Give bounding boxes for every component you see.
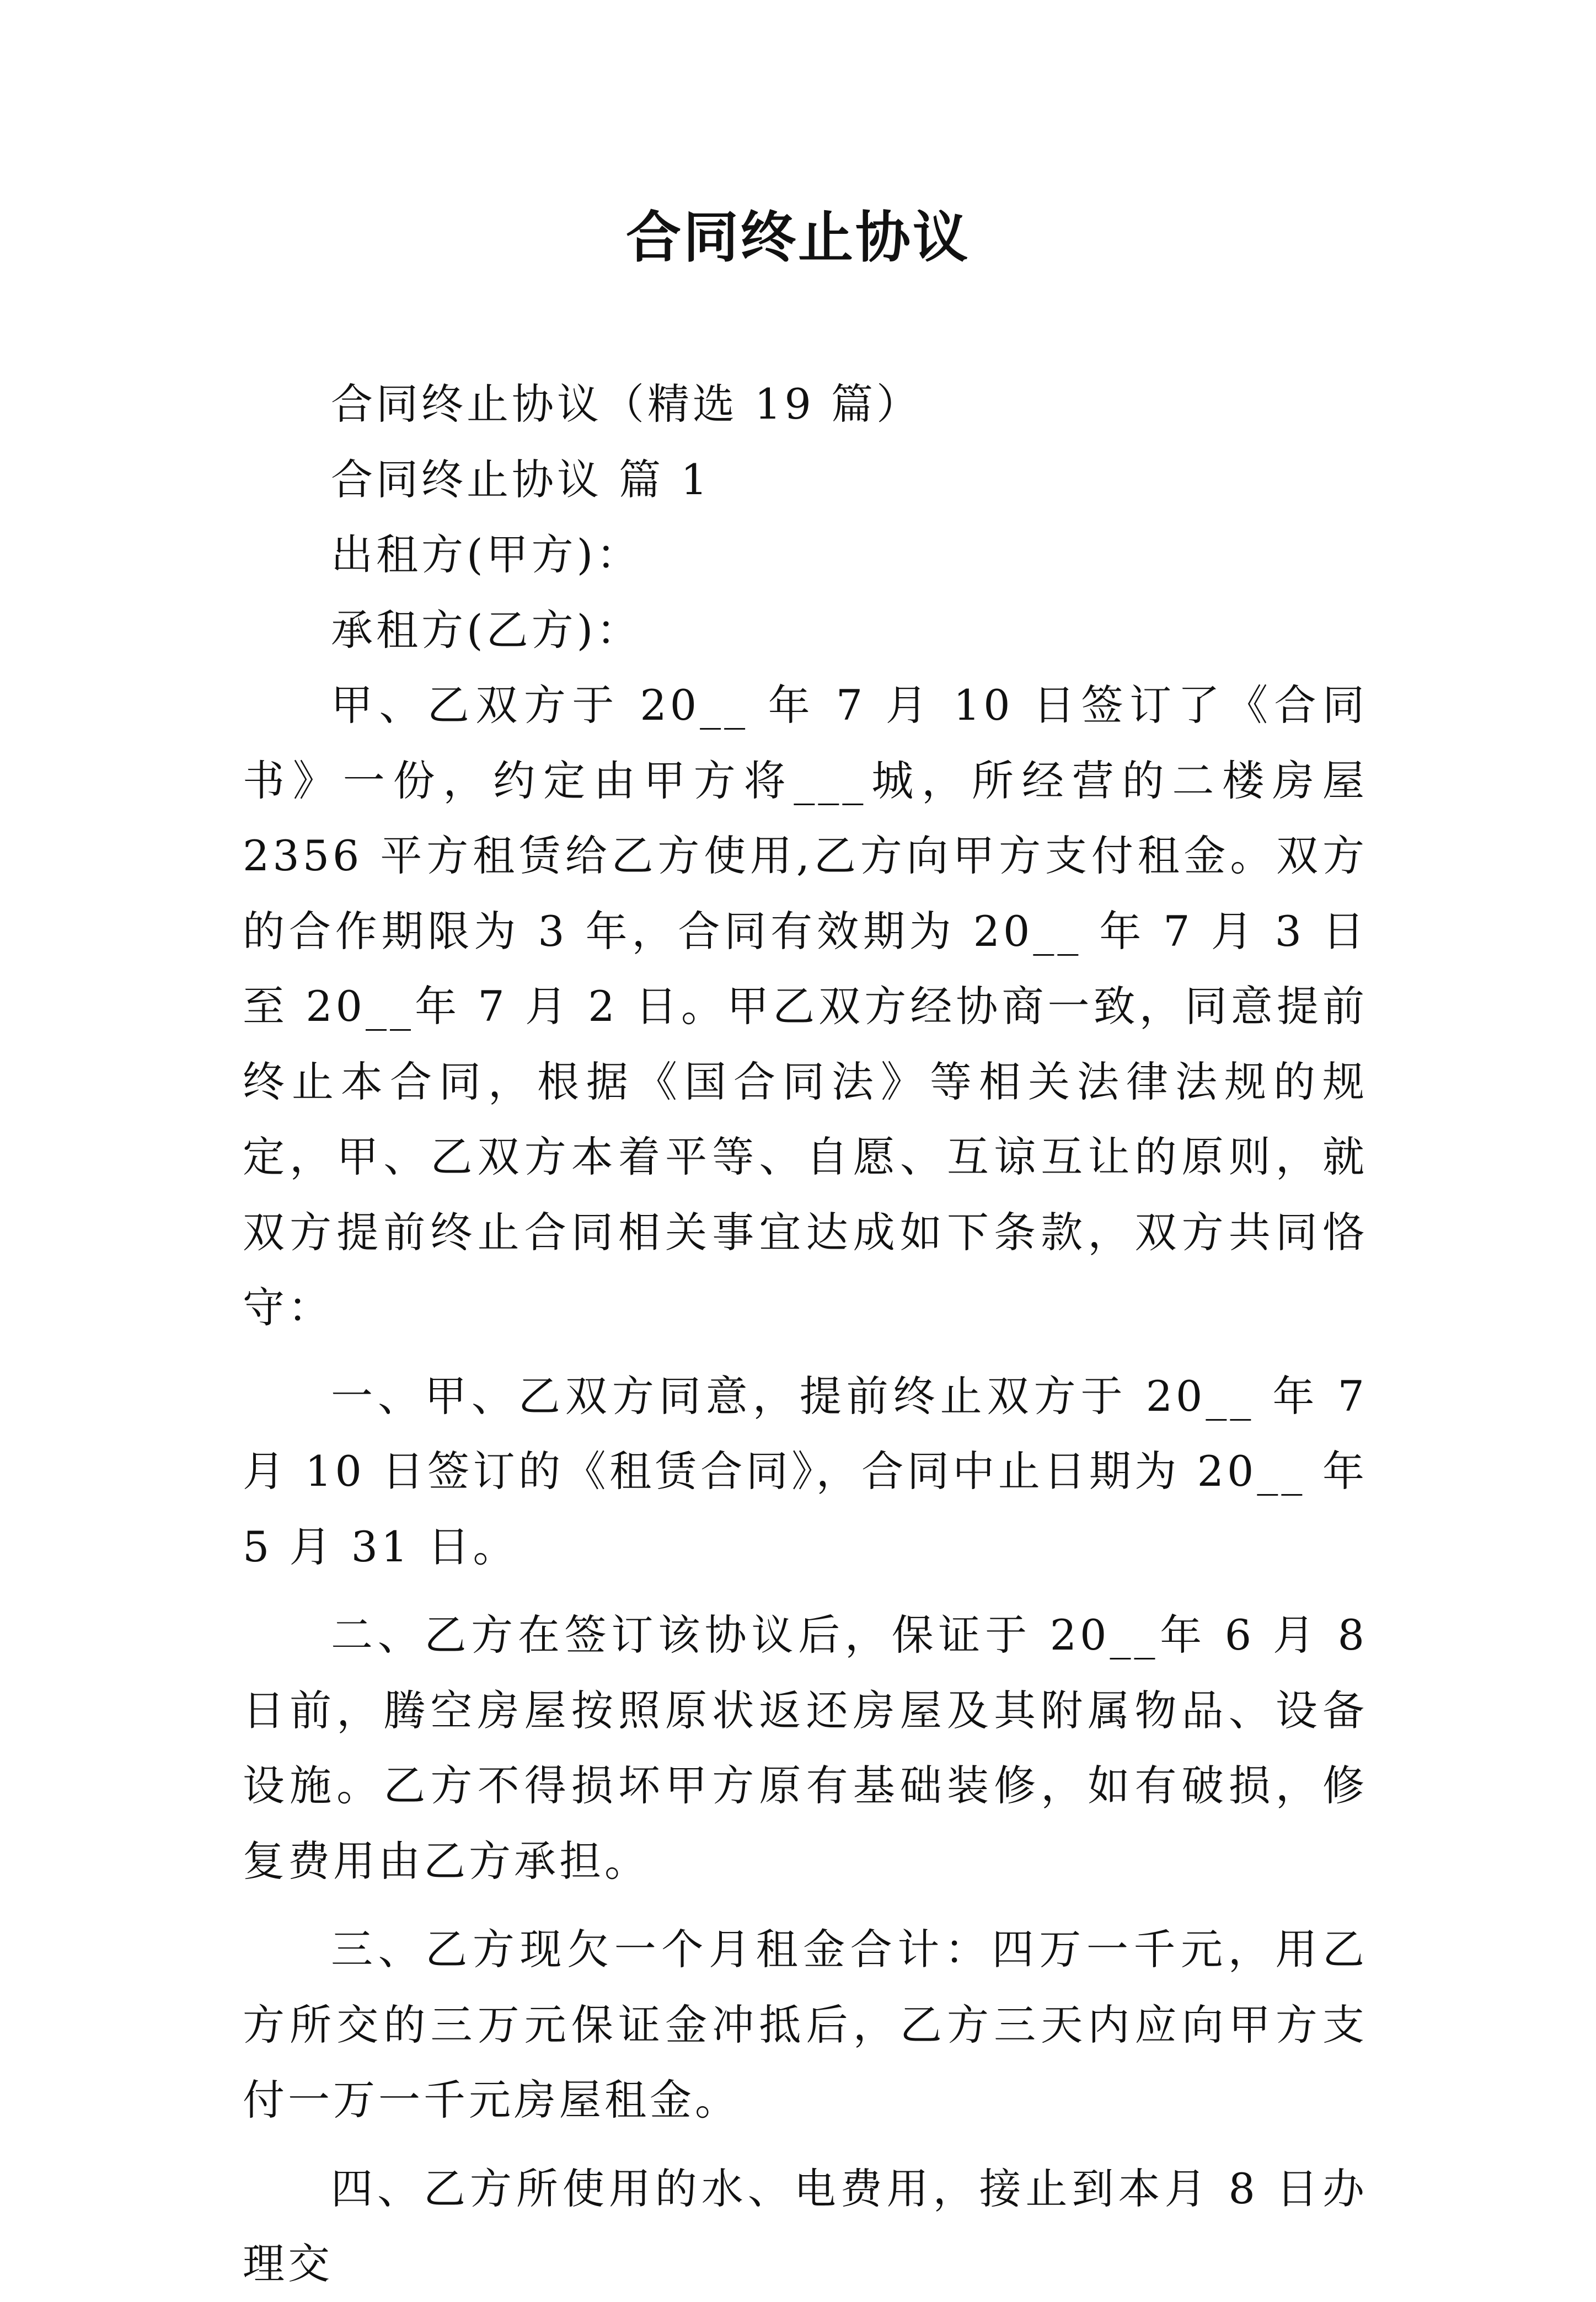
- document-body: [243, 367, 1368, 2302]
- paragraph-clause-4: 四、乙方所使用的水、电费用，接止到本月 8 日办理交: [243, 2164, 1368, 2288]
- paragraph-clause-2: 二、乙方在签订该协议后，保证于 20__年 6 月 8 日前，腾空房屋按照原状返还房屋及其附属物品、设备设施。乙方不得损坏甲方原有基础装修，如有破损，修复费用由乙方承担。: [243, 1610, 1368, 1886]
- paragraph-clause-1: 一、甲、乙双方同意，提前终止双方于 20__ 年 7 月 10 日签订的《租赁合同》，合同中止日期为 20__ 年 5 月 31 日。: [243, 1371, 1368, 1571]
- paragraph-clause-3: 三、乙方现欠一个月租金合计：四万一千元，用乙方所交的三万元保证金冲抵后，乙方三天内应向甲方支付一万一千元房屋租金。: [243, 1925, 1368, 2124]
- paragraph-preamble: 甲、乙双方于 20__ 年 7 月 10 日签订了《合同书》一份，约定由甲方将___城，所经营的二楼房屋 2356 平方租赁给乙方使用,乙方向甲方支付租金。双方的合作期限为 3 年，合同有效期为 20__ 年 7 月 3 日至 20__年 7 月 2 日。甲乙双方经协商一致，同意提前终止本合同，根据《国合同法》等相关法律法规的规定，甲、乙双方本着平等、自愿、互谅互让的原则，就双方提前终止合同相关事宜达成如下条款，双方共同恪守：: [243, 681, 1368, 1332]
- document-title: 合同终止协议: [626, 205, 970, 270]
- paragraph-collection-heading: 合同终止协议（精选 19 篇）: [331, 379, 922, 429]
- paragraph-lessor: 出租方(甲方)：: [331, 530, 642, 579]
- paragraph-lessee: 承租方(乙方)：: [331, 605, 642, 655]
- paragraph-section-heading: 合同终止协议 篇 1: [331, 454, 711, 504]
